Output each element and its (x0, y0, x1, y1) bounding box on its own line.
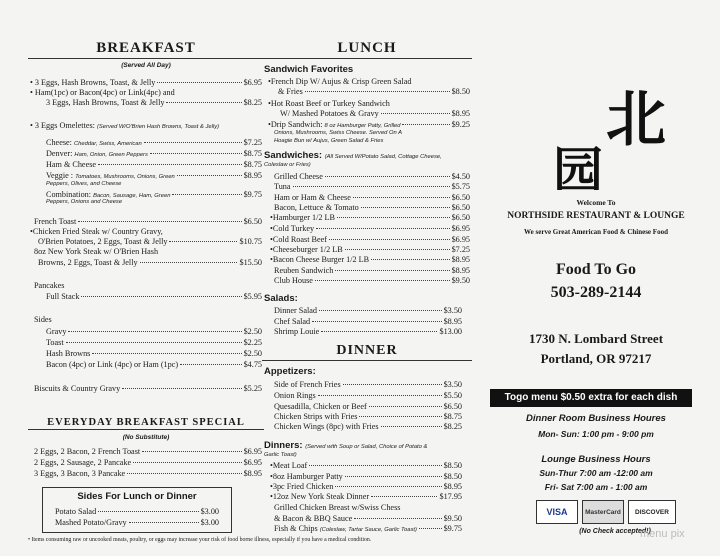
everyday-special-note: (No Substitute) (122, 434, 170, 441)
lounge-hours-weekend: Fri- Sat 7:00 am - 1:00 am (544, 482, 648, 492)
menu-item: 2 Eggs, 2 Sausage, 2 Pancake $6.95 (34, 458, 262, 467)
mastercard-icon: MasterCard (582, 500, 624, 524)
menu-item: 3 Eggs, 3 Bacon, 3 Pancake $8.95 (34, 469, 262, 478)
menu-item: Grilled Chicken Breast w/Swiss Chess (274, 503, 401, 512)
menu-item: Shrimp Louie $13.00 (274, 327, 462, 336)
menu-item: Denver: Ham, Onion, Green Peppers $8.75 (46, 149, 262, 158)
restaurant-logo (544, 70, 684, 190)
dinner-room-hours-title: Dinner Room Business Houres (526, 413, 666, 424)
menu-item: Veggie : Tomatoes, Mushrooms, Onions, Green $8.95 (46, 171, 262, 180)
visa-card-icon: VISA (536, 500, 578, 524)
menu-item: Club House $9.50 (274, 276, 470, 285)
menu-item: Chef Salad $8.95 (274, 317, 462, 326)
menu-item: •Cold Turkey $6.95 (270, 224, 470, 233)
menu-item: •French Dip W/ Aujus & Crisp Green Salad (268, 77, 412, 86)
no-check-note: (No Check accepted!) (579, 528, 651, 535)
pancakes-heading: Pancakes (34, 281, 65, 290)
menu-item: & Bacon & BBQ Sauce $9.50 (274, 514, 462, 523)
watermark: menu pix (640, 528, 685, 540)
breakfast-served-note: (Served All Day) (121, 62, 171, 69)
calligraphy-logo-icon (544, 70, 684, 190)
dinners-note: Garlic Toast) (264, 452, 297, 458)
item-description: Peppers, Olives, and Cheese (46, 181, 122, 187)
menu-item: 8oz New York Steak w/ O'Brien Hash (34, 247, 159, 256)
menu-item: & Fries $8.50 (278, 87, 470, 96)
dinners-heading: Dinners: (Served with Soup or Salad, Choice of Potato & (264, 440, 428, 451)
menu-item: 2 Eggs, 2 Bacon, 2 French Toast $6.95 (34, 447, 262, 456)
menu-item: Ham or Ham & Cheese $6.50 (274, 193, 470, 202)
menu-item: •8oz Hamburger Patty $8.50 (270, 472, 462, 481)
logo-char-yuan: 园 (553, 141, 603, 190)
menu-item: Gravy $2.50 (46, 327, 262, 336)
menu-item: Reuben Sandwich $8.95 (274, 266, 470, 275)
menu-item: French Toast $6.50 (34, 217, 262, 226)
sides-heading: Sides (34, 315, 52, 324)
menu-item: Cheese: Cheddar, Swiss, American $7.25 (46, 138, 262, 147)
menu-item: Ham & Cheese $8.75 (46, 160, 262, 169)
menu-item: 3 Eggs, Hash Browns, Toast & Jelly $8.25 (46, 98, 262, 107)
menu-item: Quesadilla, Chicken or Beef $6.50 (274, 402, 462, 411)
everyday-special-title: EVERYDAY BREAKFAST SPECIAL (28, 417, 264, 430)
menu-item: Full Stack $5.95 (46, 292, 262, 301)
food-to-go-heading: Food To Go (555, 261, 637, 278)
menu-item: •Drip Sandwich: 8 oz Hamburger Patty, Grilled $9.25 (268, 120, 470, 129)
accepted-cards (536, 500, 686, 524)
phone-number[interactable]: 503-289-2144 (550, 284, 642, 301)
menu-item: Fish & Chips (Coleslaw, Tartar Sauce, Garlic Toast) $9.75 (274, 524, 462, 533)
lounge-hours-weekday: Sun-Thur 7:00 am -12:00 am (539, 468, 653, 478)
menu-item: Tuna $5.75 (274, 182, 470, 191)
menu-item: •Chicken Fried Steak w/ Country Gravy, (30, 227, 163, 236)
lounge-hours-title: Lounge Business Hours (541, 454, 651, 465)
menu-item: Bacon, Lettuce & Tomato $6.50 (274, 203, 470, 212)
menu-item: •Hot Roast Beef or Turkey Sandwich (268, 99, 390, 108)
menu-item: Grilled Cheese $4.50 (274, 172, 470, 181)
appetizers-heading: Appetizers: (264, 366, 316, 377)
lunch-title: LUNCH (262, 40, 472, 59)
omelettes-heading: • 3 Eggs Omelettes: (Served W/O'Brien Hash Browns, Toast & Jelly) (30, 121, 220, 130)
sandwich-favorites-heading: Sandwich Favorites (264, 64, 354, 75)
menu-item: Chicken Strips with Fries $8.75 (274, 412, 462, 421)
sandwiches-note: Coleslaw or Fries) (264, 162, 311, 168)
menu-item: Browns, 2 Eggs, Toast & Jelly $15.50 (38, 258, 262, 267)
menu-item: •Bacon Cheese Burger 1/2 LB $8.95 (270, 255, 470, 264)
sides-lunch-dinner-title: Sides For Lunch or Dinner (77, 491, 197, 502)
menu-item: •Hamburger 1/2 LB $6.50 (270, 213, 470, 222)
restaurant-tagline: We serve Great American Food & Chinese Food (524, 228, 668, 236)
welcome-text: Welcome To (576, 198, 616, 207)
menu-item: Mashed Potato/Gravy $3.00 (55, 518, 219, 527)
menu-item: •Meat Loaf $8.50 (270, 461, 462, 470)
item-description: Hoagie Bun w/ Aujus, Green Salad & Fries (274, 138, 384, 144)
item-description: Onions, Mushrooms, Swiss Cheese. Served On A (274, 130, 403, 136)
restaurant-name: NORTHSIDE RESTAURANT & LOUNGE (507, 211, 685, 221)
salads-heading: Salads: (264, 293, 298, 304)
menu-item: Biscuits & Country Gravy $5.25 (34, 384, 262, 393)
menu-item: Toast $2.25 (46, 338, 262, 347)
logo-char-bei: 北 (606, 85, 666, 155)
menu-item: •12oz New York Steak Dinner $17.95 (270, 492, 462, 501)
item-description: Peppers, Onions and Cheese (46, 199, 123, 205)
menu-item: •3pc Fried Chicken $8.95 (270, 482, 462, 491)
discover-card-icon: DISCOVER (628, 500, 676, 524)
sides-lunch-dinner-box (42, 487, 232, 533)
menu-item: Dinner Salad $3.50 (274, 306, 462, 315)
street-address: 1730 N. Lombard Street (528, 331, 664, 346)
breakfast-title: BREAKFAST (28, 40, 264, 59)
menu-item: • Ham(1pc) or Bacon(4pc) or Link(4pc) and (30, 88, 175, 97)
dinner-title: DINNER (262, 343, 472, 361)
menu-item: • 3 Eggs, Hash Browns, Toast, & Jelly $6.95 (30, 78, 262, 87)
menu-item: O'Brien Potatoes, 2 Eggs, Toast & Jelly $10.75 (38, 237, 262, 246)
sandwiches-heading: Sandwiches: (All Served W/Potato Salad, Cottage Cheese, (264, 150, 442, 161)
food-safety-footnote: • Items consuming raw or uncooked meats, poultry, or eggs may increase your risk of food borne illness, especially if you have a medical condition. (28, 537, 372, 543)
city-address: Portland, OR 97217 (540, 351, 652, 366)
menu-item: Chicken Wings (8pc) with Fries $8.25 (274, 422, 462, 431)
menu-item: Combination: Bacon, Sausage, Ham, Green $9.75 (46, 190, 262, 199)
menu-item: •Cold Roast Beef $6.95 (270, 235, 470, 244)
togo-extra-note: Togo menu $0.50 extra for each dish (490, 389, 692, 407)
menu-item: Potato Salad $3.00 (55, 507, 219, 516)
menu-item: •Cheeseburger 1/2 LB $7.25 (270, 245, 470, 254)
dinner-room-hours: Mon- Sun: 1:00 pm - 9:00 pm (538, 429, 654, 439)
menu-item: Onion Rings $5.50 (274, 391, 462, 400)
menu-item: Bacon (4pc) or Link (4pc) or Ham (1pc) $4.75 (46, 360, 262, 369)
menu-item: W/ Mashed Potatoes & Gravy $8.95 (280, 109, 470, 118)
menu-item: Hash Browns $2.50 (46, 349, 262, 358)
menu-item: Side of French Fries $3.50 (274, 380, 462, 389)
